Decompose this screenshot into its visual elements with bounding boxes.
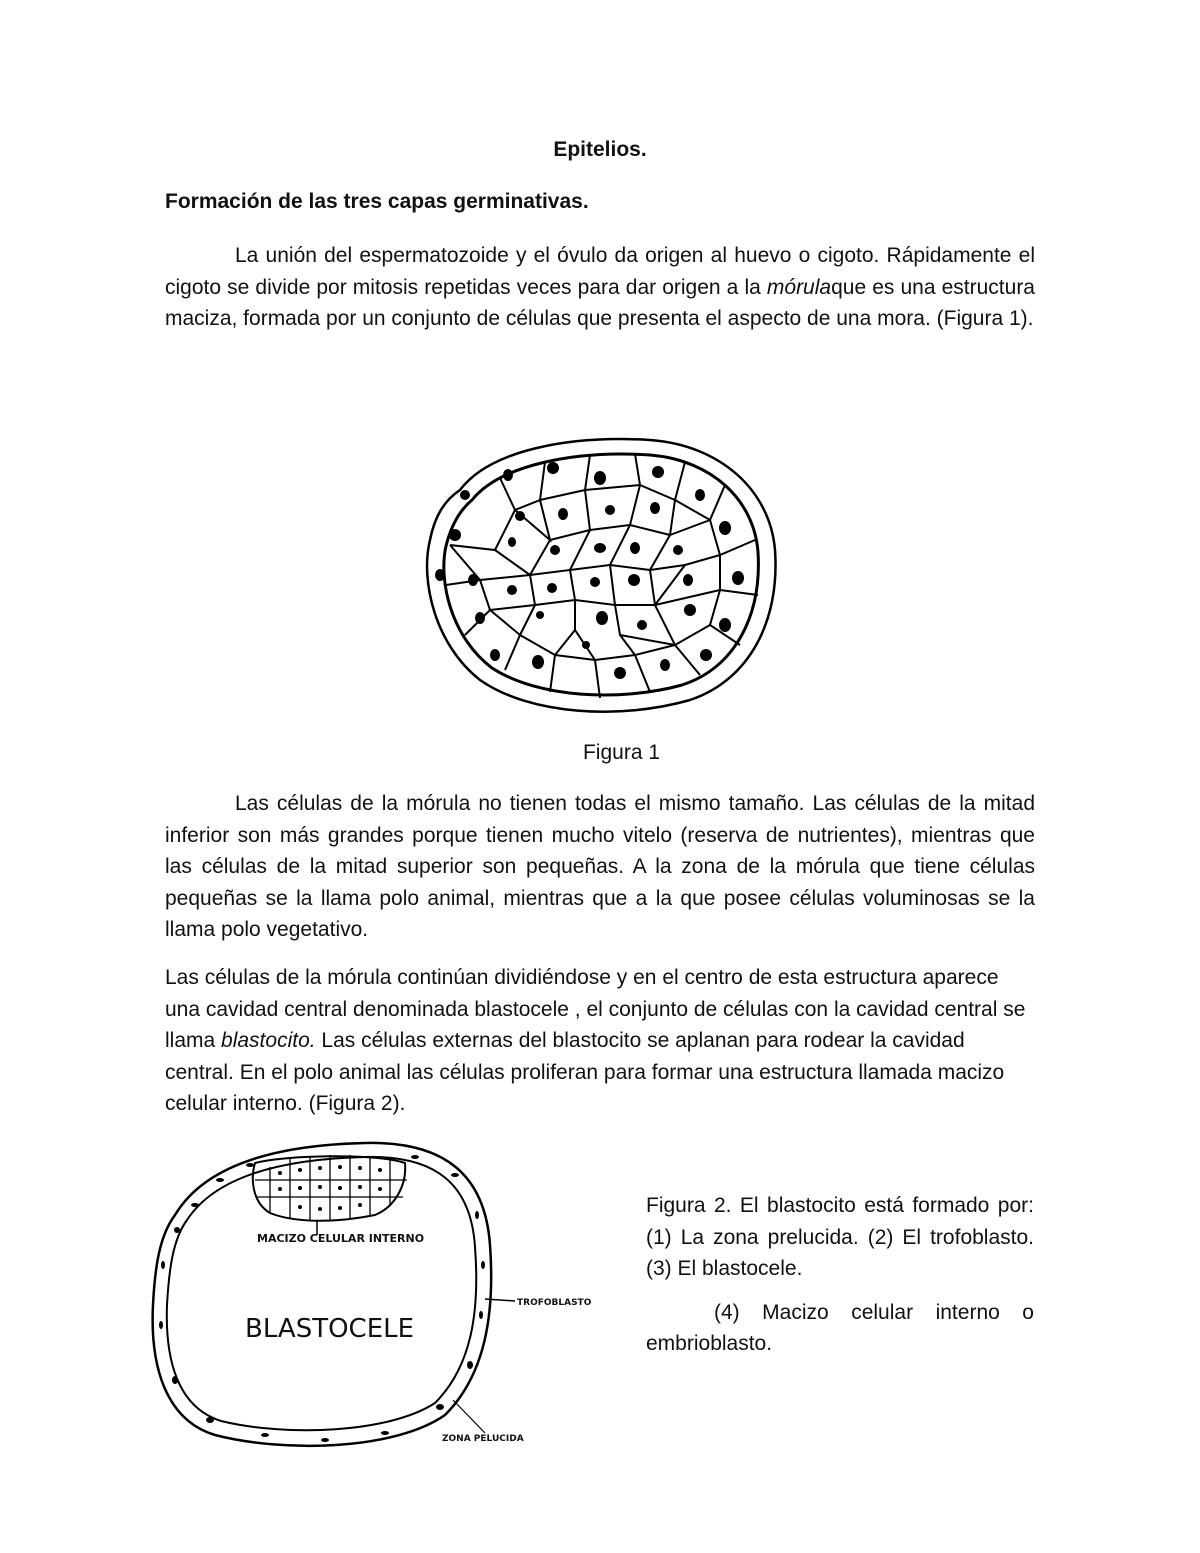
section-heading: Formación de las tres capas germinativas. (165, 190, 589, 213)
paragraph-3-text-b: Las células externas del blastocito se aplanan para rodear la cavidad central. En el polo animal las células proliferan para formar una estructura llamada macizo celular interno. (Figura 2). (165, 1029, 1005, 1115)
label-macizo-celular-interno: MACIZO CELULAR INTERNO (257, 1232, 425, 1245)
figure-1-morula-illustration (420, 430, 780, 720)
document-title: Epitelios. (553, 138, 647, 161)
paragraph-1-text-b: que es una estructura maciza, formada por un conjunto de células que presenta el aspecto de una mora. (Figura 1). (165, 275, 1035, 330)
paragraph-1-text-a: La unión del espermatozoide y el óvulo da origen al huevo o cigoto. Rápidamente el cigoto se divide por mitosis repetidas veces para dar origen a la (165, 244, 1035, 299)
paragraph-1 (165, 240, 1035, 335)
figure-2-caption-item-4: (4) Macizo celular interno o embrioblasto. (646, 1300, 1034, 1355)
term-blastocito: blastocito. (221, 1029, 316, 1052)
paragraph-3 (165, 962, 1035, 1120)
paragraph-3-text-a: Las células de la mórula continúan dividiéndose y en el centro de esta estructura aparece una cavidad central denominada blastocele , el conjunto de células con la cavidad central se llama (165, 966, 1026, 1052)
paragraph-2: Las células de la mórula no tienen todas el mismo tamaño. Las células de la mitad inferior son más grandes porque tienen mucho vitelo (reserva de nutrientes), mientras que las células de la mitad superior son pequeñas. A la zona de la mórula que tiene células pequeñas se la llama polo animal, mientras que a la que posee células voluminosas se la llama polo vegetativo. (165, 792, 1035, 941)
term-morula: mórula (766, 275, 832, 299)
figure-2-blastocyst-illustration (145, 1135, 635, 1455)
label-zona-pelucida: ZONA PELUCIDA (442, 1434, 524, 1444)
label-trofoblasto: TROFOBLASTO (517, 1298, 592, 1308)
label-blastocele: BLASTOCELE (245, 1314, 415, 1344)
figure-1-caption: Figura 1 (582, 741, 661, 764)
figure-2-caption (646, 1190, 1034, 1360)
figure-2-caption-text: Figura 2. El blastocito está formado por: (1) La zona prelucida. (2) El trofoblasto. (3) El blastocele. (646, 1194, 1034, 1280)
